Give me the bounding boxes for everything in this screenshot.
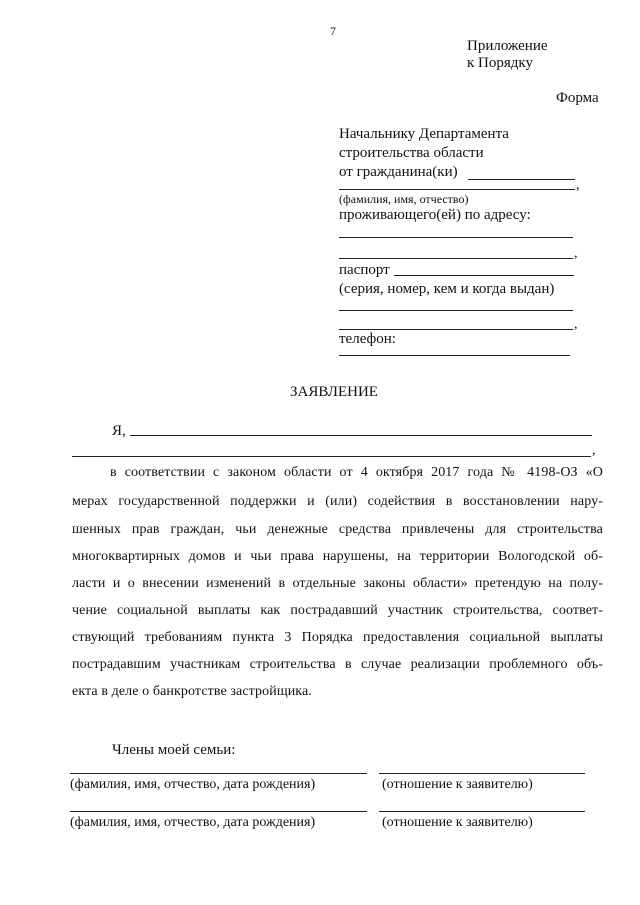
- statement-line: мерах государственной поддержки и (или) содействия в восстановлении нару-: [72, 494, 603, 509]
- comma-1: ,: [576, 178, 580, 193]
- document-title: ЗАЯВЛЕНИЕ: [290, 384, 378, 400]
- phone-label: телефон:: [339, 331, 396, 347]
- statement-line: в соответствии с законом области от 4 октября 2017 года № 4198-ОЗ «О: [110, 465, 603, 480]
- comma-3: ,: [574, 317, 578, 332]
- family-member-name-field[interactable]: [70, 773, 367, 774]
- addressee-from-label: от гражданина(ки): [339, 164, 458, 180]
- appendix-line-2: к Порядку: [467, 55, 533, 71]
- residing-label: проживающего(ей) по адресу:: [339, 207, 531, 223]
- statement-line: ствующий требованиям пункта 3 Порядка предоставления социальной выплаты: [72, 630, 603, 645]
- page-number: 7: [330, 24, 336, 38]
- statement-line: шенных прав граждан, чьи денежные средства привлечены для строительства: [72, 522, 603, 537]
- citizen-name-field-2[interactable]: [339, 189, 575, 190]
- family-relation-hint: (отношение к заявителю): [382, 815, 533, 830]
- family-member-relation-field[interactable]: [379, 773, 585, 774]
- family-relation-hint: (отношение к заявителю): [382, 777, 533, 792]
- applicant-name-field[interactable]: [130, 435, 592, 436]
- passport-field-3[interactable]: [339, 329, 573, 330]
- passport-hint: (серия, номер, кем и когда выдан): [339, 281, 555, 297]
- addressee-line-2: строительства области: [339, 145, 484, 161]
- passport-field-2[interactable]: [339, 310, 573, 311]
- family-name-hint: (фамилия, имя, отчество, дата рождения): [70, 777, 316, 792]
- statement-line: пострадавшим участникам строительства в случае реализации проблемного объ-: [72, 657, 603, 672]
- statement-line: многоквартирных домов и чьи права нарушены, на территории Вологодской об-: [72, 549, 603, 564]
- family-heading: Члены моей семьи:: [112, 742, 236, 758]
- form-label: Форма: [556, 90, 599, 106]
- family-member-relation-field[interactable]: [379, 811, 585, 812]
- applicant-name-field-2[interactable]: [72, 456, 591, 457]
- ya-label: Я,: [112, 423, 126, 439]
- passport-field[interactable]: [394, 275, 574, 276]
- address-field-1[interactable]: [339, 237, 573, 238]
- passport-label: паспорт: [339, 262, 390, 278]
- phone-field[interactable]: [339, 355, 570, 356]
- fio-hint: (фамилия, имя, отчество): [339, 192, 469, 206]
- address-field-2[interactable]: [339, 258, 573, 259]
- comma-2: ,: [574, 246, 578, 261]
- comma-4: ,: [592, 443, 596, 458]
- family-member-name-field[interactable]: [70, 811, 367, 812]
- family-name-hint: (фамилия, имя, отчество, дата рождения): [70, 815, 316, 830]
- citizen-name-field[interactable]: [468, 179, 575, 180]
- addressee-line-1: Начальнику Департамента: [339, 126, 509, 142]
- statement-line: екта в деле о банкротстве застройщика.: [72, 684, 312, 699]
- statement-line: ласти и о внесении изменений в отдельные законы области» претендую на полу-: [72, 576, 603, 591]
- statement-line: чение социальной выплаты как пострадавший участник строительства, соответ-: [72, 603, 603, 618]
- appendix-line-1: Приложение: [467, 38, 548, 54]
